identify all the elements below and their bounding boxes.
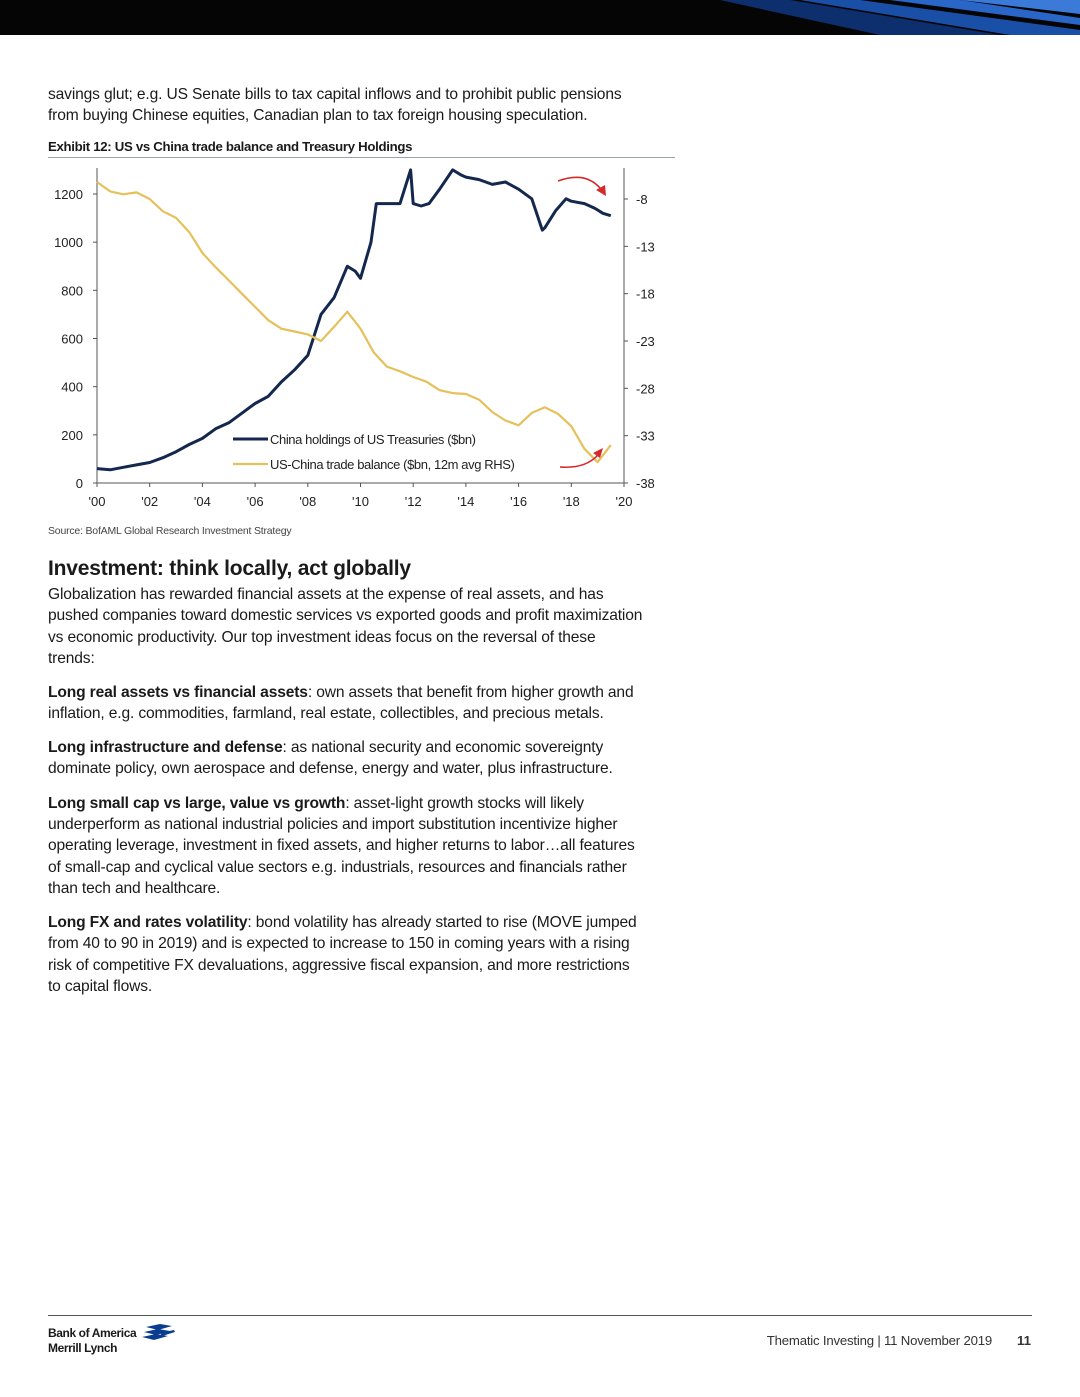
trade-balance-line (97, 182, 611, 462)
left-tick-label: 200 (61, 427, 83, 443)
chart-source: Source: BofAML Global Research Investment Strategy (48, 525, 292, 537)
body-p5-line-4: to capital flows. (48, 978, 153, 995)
p4-bold-lead: Long small cap vs large, value vs growth (48, 795, 346, 812)
body-p3-line-1: Long infrastructure and defense: as national security and economic sovereignty (48, 739, 604, 756)
body-p1-line-3: vs economic productivity. Our top investment ideas focus on the reversal of these (48, 629, 596, 646)
x-tick-label: '06 (246, 494, 264, 509)
left-tick-label: 600 (61, 331, 83, 347)
left-tick-label: 800 (61, 283, 83, 299)
body-p4-line-1: Long small cap vs large, value vs growth: asset-light growth stocks will likely (48, 795, 584, 812)
body-p5-line-3: risk of competitive FX devaluations, aggressive fiscal expansion, and more restrictions (48, 957, 630, 974)
x-tick-label: '16 (510, 494, 528, 509)
x-tick-label: '12 (404, 494, 422, 509)
body-p1-line-2: pushed companies toward domestic services vs exported goods and profit maximization (48, 607, 643, 624)
x-tick-label: '14 (457, 494, 475, 509)
legend-label: US-China trade balance ($bn, 12m avg RHS) (270, 457, 515, 472)
right-tick-label: -23 (636, 334, 655, 349)
body-p4-line-5: than tech and healthcare. (48, 880, 221, 897)
left-tick-label: 1000 (54, 235, 83, 251)
intro-line-2: from buying Chinese equities, Canadian plan to tax foreign housing speculation. (48, 107, 588, 124)
footer-divider (48, 1315, 1032, 1316)
chart (40, 163, 655, 518)
body-p4-line-3: operating leverage, investment in fixed assets, and higher returns to labor…all features (48, 837, 635, 854)
legend-label: China holdings of US Treasuries ($bn) (270, 432, 476, 447)
right-tick-label: -13 (636, 239, 655, 255)
right-tick-label: -33 (636, 428, 655, 444)
page-number: 11 (1017, 1333, 1031, 1348)
p2-bold-lead: Long real assets vs financial assets (48, 684, 308, 701)
red-arrow-down-head-icon (596, 185, 606, 196)
body-p5-line-1: Long FX and rates volatility: bond volatility has already started to rise (MOVE jumped (48, 914, 637, 931)
brand-logo (48, 1326, 136, 1356)
left-tick-label: 400 (61, 379, 83, 395)
flag-logo-icon (142, 1324, 176, 1342)
body-p2-line-1: Long real assets vs financial assets: own assets that benefit from higher growth and (48, 684, 634, 701)
logo-line-1: Bank of America (48, 1326, 137, 1340)
body-p3-line-2: dominate policy, own aerospace and defense, energy and water, plus infrastructure. (48, 760, 613, 777)
intro-line-1: savings glut; e.g. US Senate bills to tax capital inflows and to prohibit public pensions (48, 86, 622, 103)
top-banner (0, 0, 1080, 35)
left-tick-label: 0 (75, 476, 83, 491)
banner-decoration (0, 0, 1080, 35)
footer-report-info: Thematic Investing | 11 November 2019 (766, 1333, 992, 1348)
x-tick-label: '00 (88, 494, 106, 509)
body-p1-line-1: Globalization has rewarded financial assets at the expense of real assets, and has (48, 586, 604, 603)
p3-bold-lead: Long infrastructure and defense (48, 739, 283, 756)
body-p1-line-4: trends: (48, 650, 95, 667)
x-tick-label: '02 (141, 494, 159, 509)
right-tick-label: -18 (636, 286, 655, 302)
x-tick-label: '04 (193, 494, 211, 509)
logo-line-2: Merrill Lynch (48, 1341, 118, 1355)
left-tick-label: 1200 (54, 187, 83, 202)
x-tick-label: '18 (562, 494, 580, 509)
x-tick-label: '08 (299, 494, 317, 509)
right-tick-label: -38 (636, 476, 655, 491)
x-tick-label: '20 (615, 494, 633, 509)
exhibit-title: Exhibit 12: US vs China trade balance and Treasury Holdings (48, 139, 675, 158)
p5-bold-lead: Long FX and rates volatility (48, 914, 248, 931)
chart-legend (233, 432, 515, 472)
right-tick-label: -28 (636, 381, 655, 397)
right-tick-label: -8 (636, 192, 648, 207)
body-p4-line-4: of small-cap and cyclical value sectors e.g. industrials, resources and financials rather (48, 859, 627, 876)
section-heading: Investment: think locally, act globally (48, 557, 411, 580)
x-tick-label: '10 (352, 494, 369, 509)
body-p4-line-2: underperform as national industrial policies and import substitution incentivize higher (48, 816, 618, 833)
body-p2-line-2: inflation, e.g. commodities, farmland, real estate, collectibles, and precious metals. (48, 705, 604, 722)
body-p5-line-2: from 40 to 90 in 2019) and is expected to increase to 150 in coming years with a rising (48, 935, 630, 952)
red-arrow-down-icon (558, 177, 600, 188)
